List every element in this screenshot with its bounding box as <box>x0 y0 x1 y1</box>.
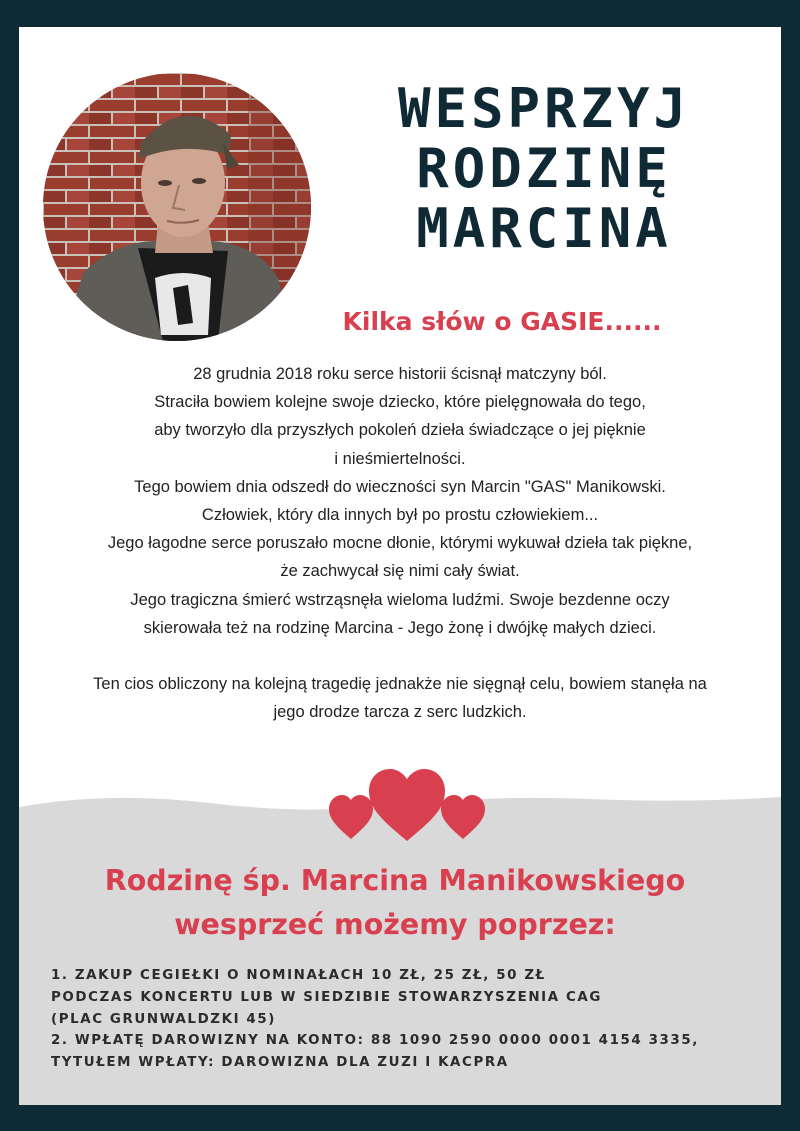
donation-heading-line-1: Rodzinę śp. Marcina Manikowskiego <box>104 864 686 897</box>
story-line: Jego łagodne serce poruszało mocne dłonie, którymi wykuwał dzieła tak piękne, <box>107 534 693 553</box>
poster-title <box>319 79 769 259</box>
closing-line: jego drodze tarcza z serc ludzkich. <box>273 703 527 722</box>
poster-sheet <box>19 27 781 1105</box>
story-line: że zachwycał się nimi cały świat. <box>280 562 520 581</box>
story-line: aby tworzyło dla przyszłych pokoleń dzieła świadczące o jej pięknie <box>154 421 646 440</box>
section-subtitle: Kilka słów o GASIE...... <box>342 307 662 336</box>
donation-options <box>51 965 771 1074</box>
donation-heading-line-2: wesprzeć możemy poprzez: <box>174 908 616 941</box>
donation-item: (PLAC GRUNWALDZKI 45) <box>51 1011 276 1027</box>
portrait-photo <box>43 73 311 341</box>
title-line-1: WESPRZYJ <box>397 77 691 140</box>
donation-item: 2. WPŁATĘ DAROWIZNY NA KONTO: 88 1090 2590 0000 0001 4154 3335, <box>51 1033 699 1049</box>
closing-line: Ten cios obliczony na kolejną tragedię jednakże nie sięgnął celu, bowiem stanęła na <box>93 675 707 694</box>
story-text <box>29 360 771 726</box>
story-line: Jego tragiczna śmierć wstrząsnęła wieloma ludźmi. Swoje bezdenne oczy <box>130 590 670 609</box>
story-line: Człowiek, który dla innych był po prostu człowiekiem... <box>201 506 599 525</box>
hearts-icon <box>327 767 487 843</box>
story-line: i nieśmiertelności. <box>334 449 466 468</box>
donation-heading <box>19 859 771 947</box>
story-line: skierowała też na rodzinę Marcina - Jego żonę i dwójkę małych dzieci. <box>143 618 657 637</box>
paragraph-gap <box>29 642 771 670</box>
donation-item: 1. ZAKUP CEGIEŁKI O NOMINAŁACH 10 ZŁ, 25 ZŁ, 50 ZŁ <box>51 968 546 983</box>
donation-panel <box>19 847 781 1105</box>
donation-item: PODCZAS KONCERTU LUB W SIEDZIBIE STOWARZYSZENIA CAG <box>51 989 602 1005</box>
title-line-2: RODZINĘ <box>416 137 672 200</box>
story-line: Tego bowiem dnia odszedł do wieczności syn Marcin "GAS" Manikowski. <box>134 477 666 496</box>
title-line-3: MARCINA <box>416 197 672 260</box>
story-line: 28 grudnia 2018 roku serce historii ścisnął matczyny ból. <box>193 365 607 383</box>
donation-item: TYTUŁEM WPŁATY: DAROWIZNA DLA ZUZI I KACPRA <box>51 1055 509 1071</box>
story-line: Straciła bowiem kolejne swoje dziecko, które pielęgnowała do tego, <box>154 393 646 412</box>
